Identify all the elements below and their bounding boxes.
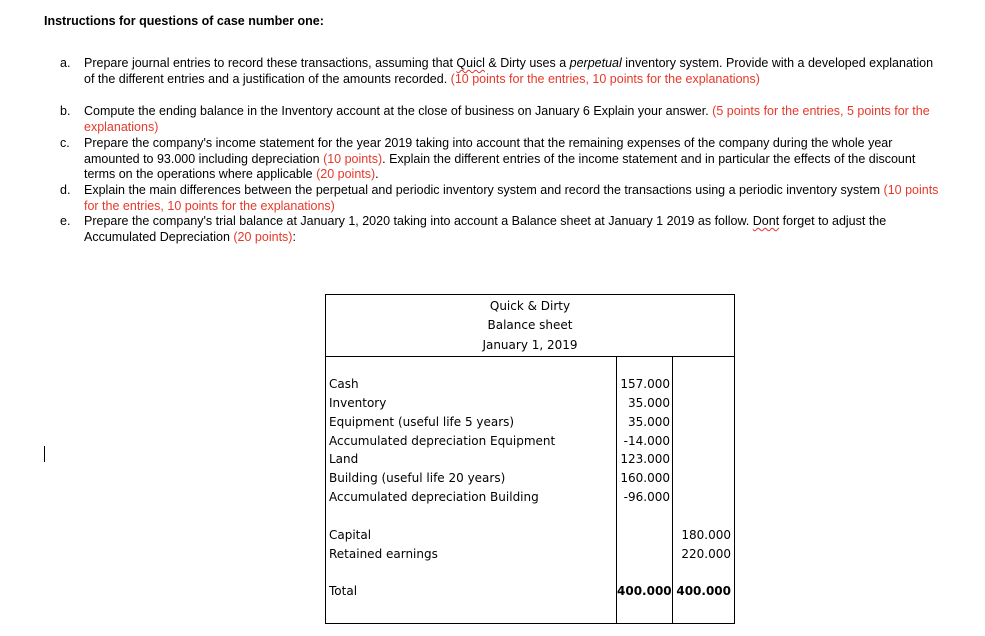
table-bottom-border: [325, 623, 735, 624]
asset-label: Accumulated depreciation Building: [329, 490, 539, 504]
asset-label: Equipment (useful life 5 years): [329, 415, 515, 429]
sheet-title: Balance sheet: [487, 318, 573, 332]
question-c-text: Prepare the company's income statement for the year 2019 taking into account that the remaining expenses of the company during the whole year amounted to 93.000 including depreciation (10 points). Explain the different entries of the income statement and in particular the effects of the discount terms on the operations where applicable (20 points).: [84, 136, 916, 182]
asset-value: -14.000: [623, 434, 670, 448]
asset-label: Accumulated depreciation Equipment: [329, 434, 556, 448]
equity-value: 220.000: [681, 547, 731, 561]
column-divider-2: [672, 356, 673, 624]
total-label: Total: [329, 584, 358, 598]
company-name: Quick & Dirty: [489, 299, 571, 313]
asset-value: -96.000: [623, 490, 670, 504]
question-c-label: c.: [60, 136, 70, 150]
question-b-text: Compute the ending balance in the Inventory account at the close of business on January 6 Explain your answer. (5 points for the entries, 5 points for the explanations): [84, 104, 930, 134]
asset-label: Building (useful life 20 years): [329, 471, 506, 485]
asset-label: Cash: [329, 377, 359, 391]
total-equity: 400.000: [676, 584, 731, 598]
question-e-text: Prepare the company's trial balance at January 1, 2020 taking into account a Balance sheet at January 1 2019 as follow. Dont forget to adjust the Accumulated Depreciation (20 points):: [84, 214, 887, 244]
asset-value: 157.000: [620, 377, 670, 391]
question-d-text: Explain the main differences between the perpetual and periodic inventory system and record the transactions using a periodic inventory system (10 points for the entries, 10 points for the explanations): [84, 183, 939, 213]
equity-label: Retained earnings: [329, 547, 438, 561]
asset-label: Land: [329, 452, 359, 466]
table-top-border: [325, 294, 735, 295]
question-d-label: d.: [60, 183, 71, 197]
equity-label: Capital: [329, 528, 372, 542]
sheet-date: January 1, 2019: [482, 338, 578, 352]
equity-value: 180.000: [681, 528, 731, 542]
asset-value: 160.000: [620, 471, 670, 485]
balance-sheet-table: [325, 294, 735, 624]
question-b-label: b.: [60, 104, 71, 118]
text-cursor: [44, 446, 45, 462]
page-heading: Instructions for questions of case number one:: [44, 14, 324, 28]
question-e-label: e.: [60, 214, 71, 228]
asset-label: Inventory: [329, 396, 387, 410]
header-divider: [325, 356, 735, 357]
question-a-text: Prepare journal entries to record these transactions, assuming that Quicl & Dirty uses a perpetual inventory system. Provide with a developed explanation of the different entries and a justification of the amounts recorded. (10 points for the entries, 10 points for the explanations): [84, 56, 934, 86]
question-a-label: a.: [60, 56, 71, 70]
asset-value: 35.000: [628, 415, 670, 429]
asset-value: 35.000: [628, 396, 670, 410]
asset-value: 123.000: [620, 452, 670, 466]
total-assets: 400.000: [617, 584, 672, 598]
